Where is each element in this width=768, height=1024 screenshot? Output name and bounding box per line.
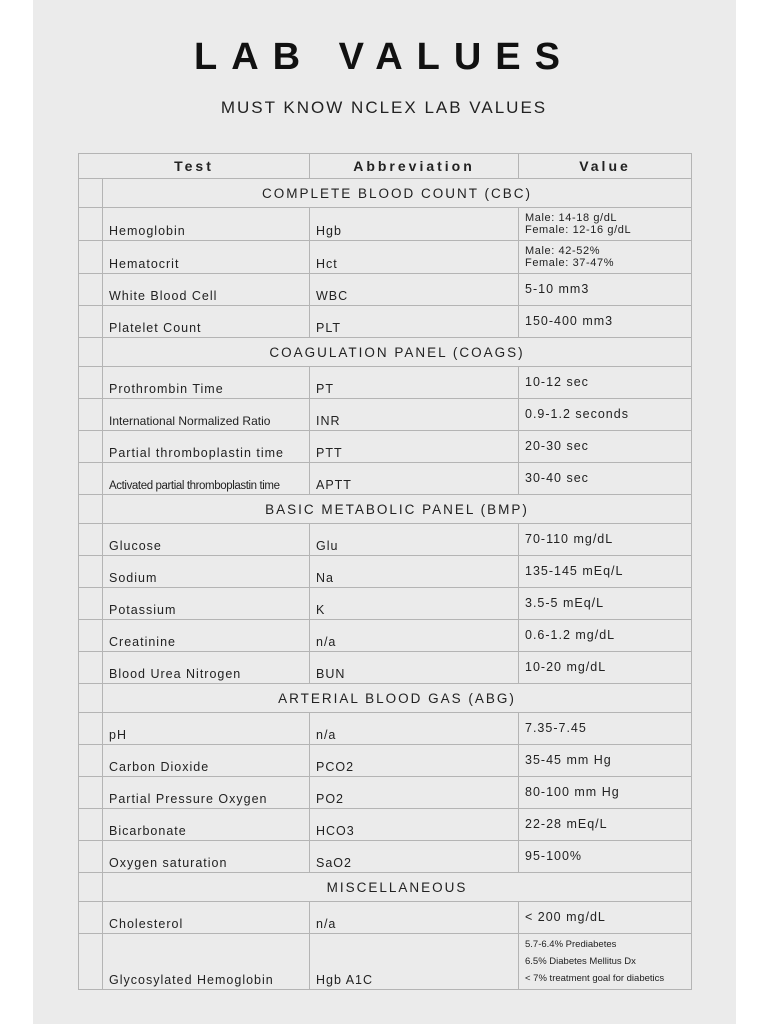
test-cell: Creatinine (103, 620, 310, 652)
value-cell (519, 588, 692, 620)
abbreviation-cell: INR (310, 399, 519, 431)
test-cell: Cholesterol (103, 902, 310, 934)
row-gutter (79, 431, 103, 463)
value-line: 35-45 mm Hg (525, 752, 612, 767)
value-cell (519, 934, 692, 990)
test-cell: Partial Pressure Oxygen (103, 777, 310, 809)
row-gutter (79, 306, 103, 338)
test-cell: Carbon Dioxide (103, 745, 310, 777)
value-line: 7.35-7.45 (525, 720, 587, 735)
value-cell (519, 777, 692, 809)
value-cell (519, 841, 692, 873)
header-test: Test (79, 154, 310, 179)
table-row (79, 841, 692, 873)
page-title: LAB VALUES (194, 36, 574, 78)
row-gutter (79, 399, 103, 431)
value-cell (519, 208, 692, 241)
table-row (79, 620, 692, 652)
abbreviation-cell: PCO2 (310, 745, 519, 777)
table-row (79, 777, 692, 809)
row-gutter (79, 620, 103, 652)
test-cell: Platelet Count (103, 306, 310, 338)
test-cell: pH (103, 713, 310, 745)
row-gutter (79, 338, 103, 367)
row-gutter (79, 463, 103, 495)
row-gutter (79, 274, 103, 306)
table-row (79, 556, 692, 588)
value-cell (519, 713, 692, 745)
abbreviation-cell: HCO3 (310, 809, 519, 841)
test-cell: Glycosylated Hemoglobin (103, 934, 310, 990)
value-line: 80-100 mm Hg (525, 784, 620, 799)
section-row (79, 495, 692, 524)
value-line: 0.6-1.2 mg/dL (525, 627, 616, 642)
row-gutter (79, 179, 103, 208)
abbreviation-cell: n/a (310, 713, 519, 745)
value-cell (519, 809, 692, 841)
value-line: Male: 14-18 g/dL (525, 211, 618, 224)
row-gutter (79, 841, 103, 873)
test-cell: Hematocrit (103, 241, 310, 274)
abbreviation-cell: WBC (310, 274, 519, 306)
table-row (79, 367, 692, 399)
value-line: 95-100% (525, 848, 583, 863)
value-line: 20-30 sec (525, 438, 589, 453)
value-line: 10-20 mg/dL (525, 659, 607, 674)
abbreviation-cell: K (310, 588, 519, 620)
test-cell: Prothrombin Time (103, 367, 310, 399)
row-gutter (79, 684, 103, 713)
value-line: 10-12 sec (525, 374, 589, 389)
table-row (79, 306, 692, 338)
value-line: 70-110 mg/dL (525, 531, 614, 546)
abbreviation-cell: PTT (310, 431, 519, 463)
value-cell (519, 399, 692, 431)
value-line: Male: 42-52% (525, 244, 601, 257)
value-line: 150-400 mm3 (525, 313, 614, 328)
section-row (79, 684, 692, 713)
table-row (79, 208, 692, 241)
test-cell: Bicarbonate (103, 809, 310, 841)
abbreviation-cell: PO2 (310, 777, 519, 809)
value-line: 5-10 mm3 (525, 281, 590, 296)
value-cell (519, 306, 692, 338)
table-row (79, 809, 692, 841)
row-gutter (79, 809, 103, 841)
section-title: BASIC METABOLIC PANEL (BMP) (103, 495, 692, 524)
test-cell: Blood Urea Nitrogen (103, 652, 310, 684)
table-row (79, 713, 692, 745)
value-line: 6.5% Diabetes Mellitus Dx (525, 956, 636, 967)
value-line: 0.9-1.2 seconds (525, 406, 629, 421)
section-row (79, 338, 692, 367)
test-cell: Activated partial thromboplastin time (103, 463, 310, 495)
row-gutter (79, 902, 103, 934)
value-cell (519, 367, 692, 399)
value-line: 5.7-6.4% Prediabetes (525, 939, 617, 950)
value-line: 30-40 sec (525, 470, 589, 485)
value-cell (519, 652, 692, 684)
table-row (79, 588, 692, 620)
test-cell: International Normalized Ratio (103, 399, 310, 431)
row-gutter (79, 873, 103, 902)
test-cell: Sodium (103, 556, 310, 588)
test-cell: White Blood Cell (103, 274, 310, 306)
table-row (79, 463, 692, 495)
table-row (79, 431, 692, 463)
section-row (79, 179, 692, 208)
abbreviation-cell: Hgb (310, 208, 519, 241)
abbreviation-cell: n/a (310, 620, 519, 652)
header-abbreviation: Abbreviation (310, 154, 519, 179)
table-row (79, 241, 692, 274)
abbreviation-cell: PT (310, 367, 519, 399)
value-line: < 7% treatment goal for diabetics (525, 973, 665, 984)
abbreviation-cell: PLT (310, 306, 519, 338)
value-cell (519, 620, 692, 652)
abbreviation-cell: n/a (310, 902, 519, 934)
header-value: Value (519, 154, 692, 179)
table-row (79, 652, 692, 684)
row-gutter (79, 713, 103, 745)
section-title: COAGULATION PANEL (COAGS) (103, 338, 692, 367)
test-cell: Partial thromboplastin time (103, 431, 310, 463)
row-gutter (79, 588, 103, 620)
value-line: 3.5-5 mEq/L (525, 595, 605, 610)
value-cell (519, 241, 692, 274)
row-gutter (79, 367, 103, 399)
section-title: COMPLETE BLOOD COUNT (CBC) (103, 179, 692, 208)
value-line: 135-145 mEq/L (525, 563, 624, 578)
value-cell (519, 745, 692, 777)
test-cell: Hemoglobin (103, 208, 310, 241)
value-cell (519, 431, 692, 463)
abbreviation-cell: BUN (310, 652, 519, 684)
table-header-row (79, 154, 692, 179)
row-gutter (79, 745, 103, 777)
value-line: < 200 mg/dL (525, 909, 606, 924)
row-gutter (79, 241, 103, 274)
abbreviation-cell: Na (310, 556, 519, 588)
test-cell: Glucose (103, 524, 310, 556)
row-gutter (79, 208, 103, 241)
table-row (79, 399, 692, 431)
page-subtitle: MUST KNOW NCLEX LAB VALUES (220, 98, 548, 117)
row-gutter (79, 934, 103, 990)
table-row (79, 524, 692, 556)
abbreviation-cell: Hgb A1C (310, 934, 519, 990)
test-cell: Oxygen saturation (103, 841, 310, 873)
abbreviation-cell: SaO2 (310, 841, 519, 873)
row-gutter (79, 556, 103, 588)
row-gutter (79, 524, 103, 556)
row-gutter (79, 652, 103, 684)
table-row (79, 902, 692, 934)
test-cell: Potassium (103, 588, 310, 620)
value-cell (519, 556, 692, 588)
value-line: Female: 12-16 g/dL (525, 223, 632, 236)
row-gutter (79, 777, 103, 809)
value-line: 22-28 mEq/L (525, 816, 608, 831)
table-row (79, 934, 692, 990)
table-row (79, 745, 692, 777)
abbreviation-cell: Hct (310, 241, 519, 274)
lab-values-table (78, 153, 692, 990)
section-title: MISCELLANEOUS (103, 873, 692, 902)
value-line: Female: 37-47% (525, 256, 615, 269)
value-cell (519, 274, 692, 306)
abbreviation-cell: APTT (310, 463, 519, 495)
section-row (79, 873, 692, 902)
abbreviation-cell: Glu (310, 524, 519, 556)
table-row (79, 274, 692, 306)
section-title: ARTERIAL BLOOD GAS (ABG) (103, 684, 692, 713)
value-cell (519, 902, 692, 934)
value-cell (519, 463, 692, 495)
value-cell (519, 524, 692, 556)
row-gutter (79, 495, 103, 524)
